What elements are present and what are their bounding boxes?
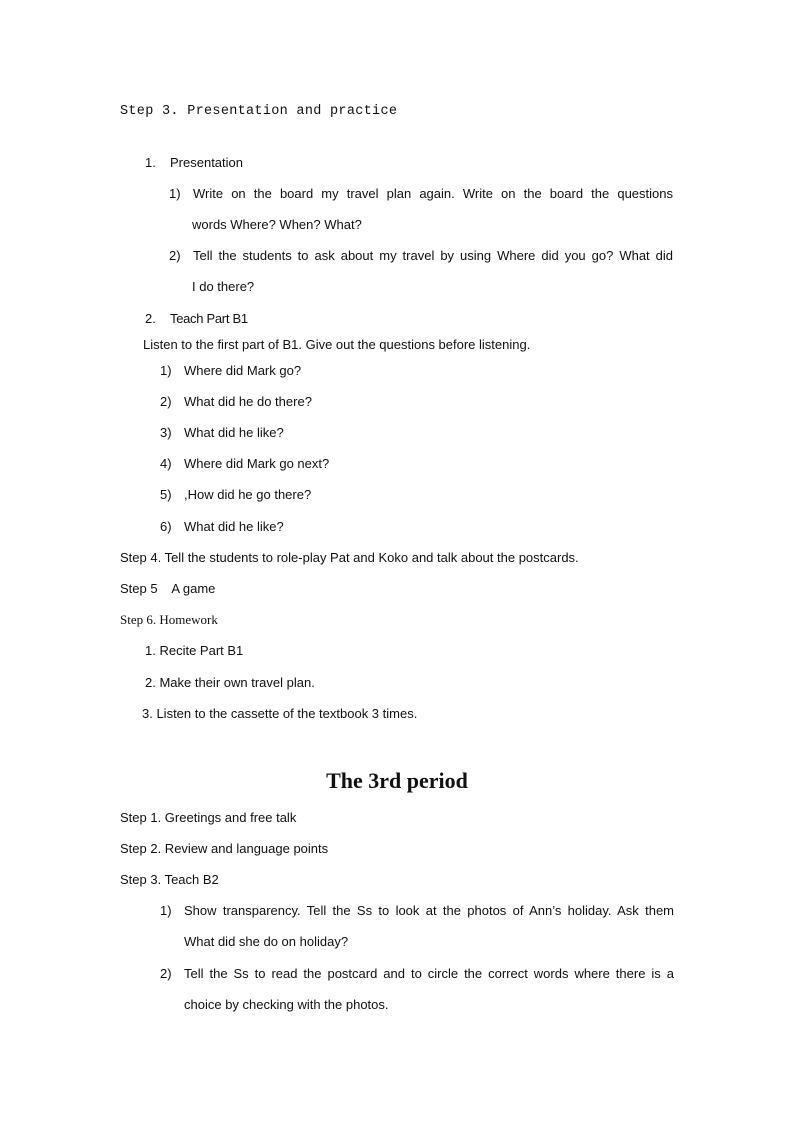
step6-text: Step 6. Homework — [120, 612, 218, 627]
question-text: What did he do there? — [184, 394, 312, 409]
step3-heading: Step 3. Presentation and practice — [120, 104, 398, 119]
list-item-text: I do there? — [192, 279, 255, 294]
step2-text: Step 2. Review and language points — [120, 841, 329, 856]
step1-text: Step 1. Greetings and free talk — [120, 810, 297, 825]
list-number: 2) — [160, 966, 172, 981]
list-item-text: What did she do on holiday? — [184, 934, 349, 949]
list-item-text: Write on the board my travel plan again. Write on the board the questions — [193, 186, 673, 201]
step4-text: Step 4. Tell the students to role-play Pat and Koko and talk about the postcards. — [120, 550, 579, 565]
presentation-label: Presentation — [170, 155, 243, 170]
list-number: 2) — [160, 394, 172, 409]
step5-text: Step 5 A game — [120, 581, 216, 596]
list-item-text: Show transparency. Tell the Ss to look at the photos of Ann’s holiday. Ask them — [184, 903, 674, 918]
list-number: 4) — [160, 456, 172, 471]
list-item-text: Tell the students to ask about my travel by using Where did you go? What did — [193, 248, 673, 263]
list-item-text: Tell the Ss to read the postcard and to circle the correct words where there is a — [184, 966, 674, 981]
list-number: 1) — [160, 903, 172, 918]
list-number: 2) — [169, 248, 181, 263]
list-number: 1. — [145, 155, 156, 170]
list-number: 1) — [160, 363, 172, 378]
teach-b1-label: Teach Part B1 — [170, 311, 248, 326]
homework-item: 3. Listen to the cassette of the textbook 3 times. — [142, 706, 418, 721]
list-number: 6) — [160, 519, 172, 534]
homework-item: 1. Recite Part B1 — [145, 643, 244, 658]
question-text: Where did Mark go next? — [184, 456, 330, 471]
list-number: 5) — [160, 487, 172, 502]
question-text: ,How did he go there? — [184, 487, 312, 502]
question-text: What did he like? — [184, 519, 284, 534]
list-item-text: words Where? When? What? — [192, 217, 362, 232]
teach-b1-instruction: Listen to the first part of B1. Give out the questions before listening. — [143, 337, 531, 352]
list-number: 2. — [145, 311, 156, 326]
homework-item: 2. Make their own travel plan. — [145, 675, 315, 690]
question-text: What did he like? — [184, 425, 284, 440]
list-item-text: choice by checking with the photos. — [184, 997, 389, 1012]
period-title: The 3rd period — [326, 768, 468, 793]
list-number: 3) — [160, 425, 172, 440]
question-text: Where did Mark go? — [184, 363, 302, 378]
step3-text: Step 3. Teach B2 — [120, 872, 219, 887]
list-number: 1) — [169, 186, 181, 201]
